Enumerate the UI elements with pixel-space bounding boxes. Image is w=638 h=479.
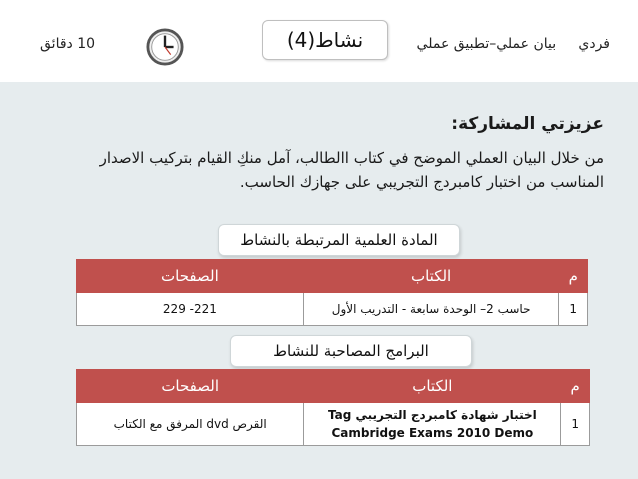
table-header-row (77, 260, 588, 293)
top-bar (0, 0, 638, 82)
row-num: 1 (561, 403, 590, 446)
clock-icon (146, 28, 184, 66)
row-num: 1 (559, 293, 588, 326)
programs-label: البرامج المصاحبة للنشاط (230, 335, 472, 367)
program-name-arabic: اختبار شهادة كامبردج التجريبي Tag (327, 408, 537, 422)
greeting-heading: عزيزتي المشاركة: (451, 114, 604, 134)
programs-table (76, 369, 590, 446)
col-num-header: م (561, 370, 590, 403)
activity-meta (417, 36, 610, 52)
row-pages: 221- 229 (77, 293, 304, 326)
materials-label: المادة العلمية المرتبطة بالنشاط (218, 224, 460, 256)
row-pages: القرص dvd المرفق مع الكتاب (77, 403, 304, 446)
table-header-row (77, 370, 590, 403)
col-book-header: الكتاب (303, 260, 559, 293)
row-book: حاسب 2– الوحدة سابعة - التدريب الأول (303, 293, 559, 326)
row-book (304, 403, 561, 446)
mode-label: فردي (578, 36, 610, 52)
col-book-header: الكتاب (304, 370, 561, 403)
duration-label: 10 دقائق (40, 36, 96, 52)
table-row (77, 293, 588, 326)
activity-title: نشاط(4) (262, 20, 388, 60)
col-num-header: م (559, 260, 588, 293)
col-pages-header: الصفحات (77, 370, 304, 403)
program-name-english: Cambridge Exams 2010 Demo (331, 426, 534, 440)
col-pages-header: الصفحات (77, 260, 304, 293)
materials-table (76, 259, 588, 326)
table-row (77, 403, 590, 446)
activity-type-label: بيان عملي–تطبيق عملي (416, 36, 557, 52)
instructions-text: من خلال البيان العملي الموضح في كتاب االطالب، آمل منكِ القيام بتركيب الاصدار المناسب من اختبار كامبردج التجريبي على جهازك الحاسب. (99, 149, 604, 191)
